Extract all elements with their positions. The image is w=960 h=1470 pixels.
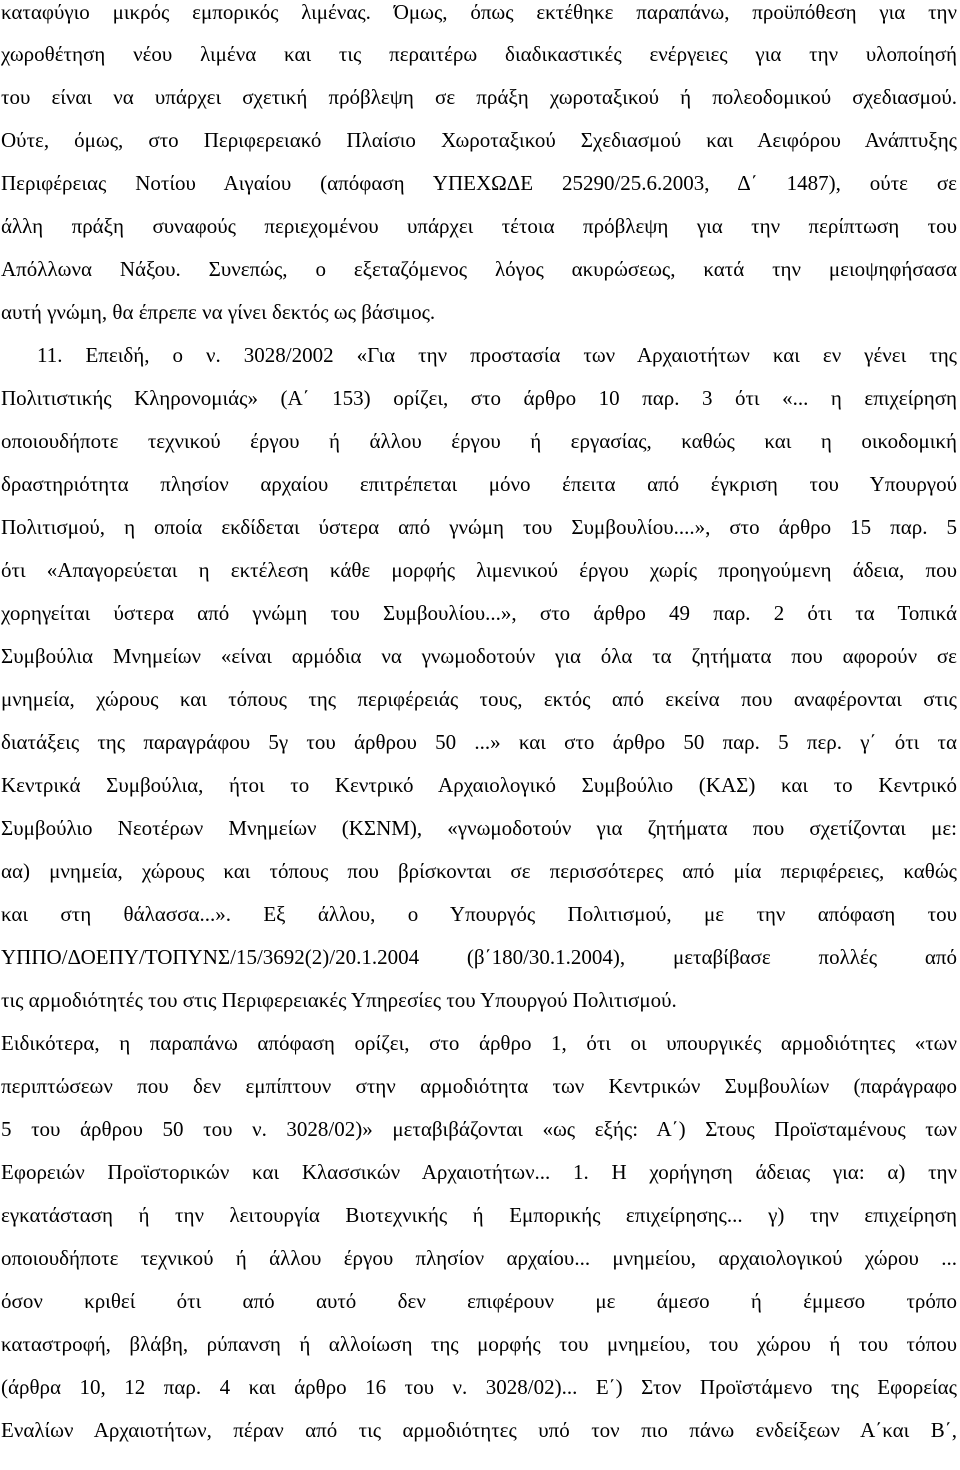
text-line: διατάξεις της παραγράφου 5γ του άρθρου 50 ...» και στο άρθρο 50 παρ. 5 περ. γ΄ ότι τα (1, 730, 957, 754)
text-line: Κεντρικά Συμβούλια, ήτοι το Κεντρικό Αρχαιολογικό Συμβούλιο (ΚΑΣ) και το Κεντρικό (1, 773, 957, 797)
text-line: Ούτε, όμως, στο Περιφερειακό Πλαίσιο Χωροταξικού Σχεδιασμού και Αειφόρου Ανάπτυξης (1, 128, 957, 152)
text-line: Ειδικότερα, η παραπάνω απόφαση ορίζει, στο άρθρο 1, ότι οι υπουργικές αρμοδιότητες «των (1, 1031, 957, 1055)
text-line: μνημεία, χώρους και τόπους της περιφέρειάς τους, εκτός από εκείνα που αναφέρονται στις (1, 687, 957, 711)
text-line: αυτή γνώμη, θα έπρεπε να γίνει δεκτός ως βάσιμος. (1, 300, 436, 324)
text-line: οποιουδήποτε τεχνικού έργου ή άλλου έργου ή εργασίας, καθώς και η οικοδομική (1, 429, 957, 453)
text-line: χωροθέτηση νέου λιμένα και τις περαιτέρω διαδικαστικές ενέργειες για την υλοποίησή (1, 42, 957, 66)
text-line: Εφορειών Προϊστορικών και Κλασσικών Αρχαιοτήτων... 1. Η χορήγηση άδειας για: α) την (1, 1160, 957, 1184)
text-line: Συμβούλια Μνημείων «είναι αρμόδια να γνωμοδοτούν για όλα τα ζητήματα που αφορούν σε (1, 644, 957, 668)
text-line: αα) μνημεία, χώρους και τόπους που βρίσκονται σε περισσότερες από μία περιφέρειες, καθώς (1, 859, 957, 883)
text-line: (άρθρα 10, 12 παρ. 4 και άρθρο 16 του ν. 3028/02)... Ε΄) Στον Προϊστάμενο της Εφορείας (1, 1375, 957, 1399)
text-line: του είναι να υπάρχει σχετική πρόβλεψη σε πράξη χωροταξικού ή πολεοδομικού σχεδιασμού. (1, 85, 957, 109)
text-line: Συμβούλιο Νεοτέρων Μνημείων (ΚΣΝΜ), «γνωμοδοτούν για ζητήματα που σχετίζονται με: (1, 816, 957, 840)
text-line: 5 του άρθρου 50 του ν. 3028/02)» μεταβιβάζονται «ως εξής: Α΄) Στους Προϊσταμένους των (1, 1117, 957, 1141)
text-line: οποιουδήποτε τεχνικού ή άλλου έργου πλησίον αρχαίου... μνημείου, αρχαιολογικού χώρου ... (1, 1246, 957, 1270)
text-line: Πολιτιστικής Κληρονομιάς» (Α΄ 153) ορίζει, στο άρθρο 10 παρ. 3 ότι «... η επιχείρηση (1, 386, 957, 410)
text-line: καταστροφή, βλάβη, ρύπανση ή αλλοίωση της μορφής του μνημείου, του χώρου ή του τόπου (1, 1332, 957, 1356)
text-line: εγκατάσταση ή την λειτουργία Βιοτεχνικής ή Εμπορικής επιχείρησης... γ) την επιχείρηση (1, 1203, 957, 1227)
text-line: ΥΠΠΟ/ΔΟΕΠΥ/ΤΟΠΥΝΣ/15/3692(2)/20.1.2004 (β΄180/30.1.2004), μεταβίβασε πολλές από (1, 945, 957, 969)
text-line: Πολιτισμού, η οποία εκδίδεται ύστερα από γνώμη του Συμβουλίου....», στο άρθρο 15 παρ. 5 (1, 515, 957, 539)
text-line: περιπτώσεων που δεν εμπίπτουν στην αρμοδιότητα των Κεντρικών Συμβουλίων (παράγραφο (1, 1074, 957, 1098)
text-line: άλλη πράξη συναφούς περιεχομένου υπάρχει τέτοια πρόβλεψη για την περίπτωση του (1, 214, 957, 238)
text-line: Απόλλωνα Νάξου. Συνεπώς, ο εξεταζόμενος λόγος ακυρώσεως, κατά την μειοψηφήσασα (1, 257, 957, 281)
text-line: δραστηριότητα πλησίον αρχαίου επιτρέπεται μόνο έπειτα από έγκριση του Υπουργού (1, 472, 957, 496)
text-line: Εναλίων Αρχαιοτήτων, πέραν από τις αρμοδιότητες υπό τον πιο πάνω ενδείξεων Α΄και Β΄, (1, 1418, 957, 1442)
text-line: Περιφέρειας Νοτίου Αιγαίου (απόφαση ΥΠΕΧΩΔΕ 25290/25.6.2003, Δ΄ 1487), ούτε σε (1, 171, 957, 195)
text-line: τις αρμοδιότητές του στις Περιφερειακές Υπηρεσίες του Υπουργού Πολιτισμού. (1, 988, 677, 1012)
paragraph-start-line: 11. Επειδή, ο ν. 3028/2002 «Για την προστασία των Αρχαιοτήτων και εν γένει της (37, 343, 957, 367)
text-line: καταφύγιο μικρός εμπορικός λιμένας. Όμως, όπως εκτέθηκε παραπάνω, προϋπόθεση για την (1, 0, 957, 24)
text-line: και στη θάλασσα...». Εξ άλλου, ο Υπουργός Πολιτισμού, με την απόφαση του (1, 902, 957, 926)
text-line: χορηγείται ύστερα από γνώμη του Συμβουλίου...», στο άρθρο 49 παρ. 2 ότι τα Τοπικά (1, 601, 957, 625)
text-line: ότι «Απαγορεύεται η εκτέλεση κάθε μορφής λιμενικού έργου χωρίς προηγούμενη άδεια, που (1, 558, 957, 582)
text-line: όσον κριθεί ότι από αυτό δεν επιφέρουν με άμεσο ή έμμεσο τρόπο (1, 1289, 957, 1313)
